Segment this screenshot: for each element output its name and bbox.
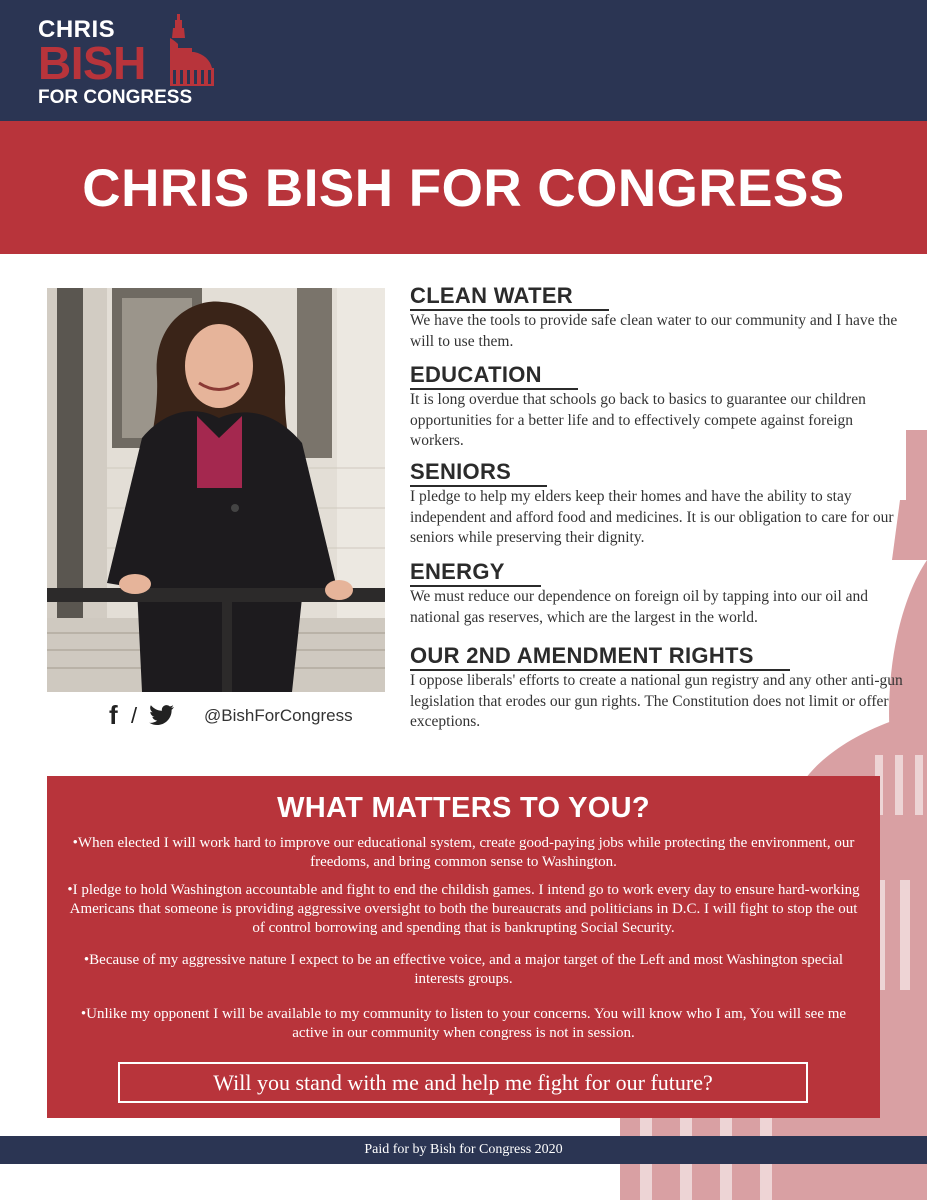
issue-text: We have the tools to provide safe clean water to our community and I have the will to use them. <box>410 312 898 350</box>
matters-point: •Unlike my opponent I will be available to my community to listen to your concerns. You will know who I am, You will see me active in our community when congress is not in session. <box>80 1006 847 1041</box>
matters-point: •When elected I will work hard to improve our educational system, create good-paying jobs while protecting the environment, our freedoms, and bring common sense to Washington. <box>72 835 855 870</box>
call-to-action-box: Will you stand with me and help me fight for our future? <box>118 1062 808 1103</box>
title-banner <box>0 121 927 254</box>
campaign-logo <box>38 14 218 114</box>
matters-point: •Because of my aggressive nature I expect to be an effective voice, and a major target of the Left and most Washington special interests groups. <box>83 952 844 987</box>
issue-text: We must reduce our dependence on foreign oil by tapping into our oil and national gas reserves, which are the largest in the world. <box>410 588 869 626</box>
matters-point: •I pledge to hold Washington accountable and fight to end the childish games. I intend go to work every day to ensure hard-working Americans that someone is providing aggressive oversight to both the bureaucrats and politicians in D.C. I will fight to stop the out of control borrowing and spending that is bankrupting Social Security. <box>67 882 860 936</box>
issue-heading: ENERGY <box>410 559 541 587</box>
logo-last-name: BISH <box>38 37 146 89</box>
issue-heading: OUR 2ND AMENDMENT RIGHTS <box>410 643 790 671</box>
issue-2nd-amendment <box>410 643 910 733</box>
facebook-icon[interactable]: f <box>109 700 118 730</box>
issue-heading: CLEAN WATER <box>410 283 609 311</box>
issue-heading: EDUCATION <box>410 362 578 390</box>
twitter-icon[interactable] <box>147 704 175 726</box>
candidate-photo <box>47 288 385 692</box>
capitol-logo-icon <box>170 14 214 86</box>
what-matters-box <box>47 776 880 1118</box>
social-separator: / <box>131 703 138 728</box>
footer-bar <box>0 1136 927 1164</box>
paid-for-disclaimer: Paid for by Bish for Congress 2020 <box>364 1142 563 1157</box>
logo-first-name: CHRIS <box>38 16 116 43</box>
issue-clean-water <box>410 283 910 352</box>
issue-text: It is long overdue that schools go back to basics to guarantee our children opportunities for a better life and to effectively compete against foreign workers. <box>410 391 866 449</box>
issue-energy <box>410 559 910 628</box>
header-bar <box>0 0 927 121</box>
issue-education <box>410 362 910 452</box>
social-links <box>47 702 385 730</box>
issue-text: I oppose liberals' efforts to create a national gun registry and any other anti-gun legislation that erodes our gun rights. The Constitution does not limit or offer exceptions. <box>410 672 903 730</box>
issue-text: I pledge to help my elders keep their homes and have the ability to stay independent and afford food and medicines. It is our obligation to care for our seniors while preserving their dignity. <box>410 488 894 546</box>
page-title: CHRIS BISH FOR CONGRESS <box>82 159 845 218</box>
logo-tagline: FOR CONGRESS <box>38 87 193 108</box>
what-matters-heading: WHAT MATTERS TO YOU? <box>277 792 650 824</box>
issue-heading: SENIORS <box>410 459 547 487</box>
twitter-handle[interactable]: @BishForCongress <box>204 706 353 725</box>
issue-seniors <box>410 459 910 549</box>
